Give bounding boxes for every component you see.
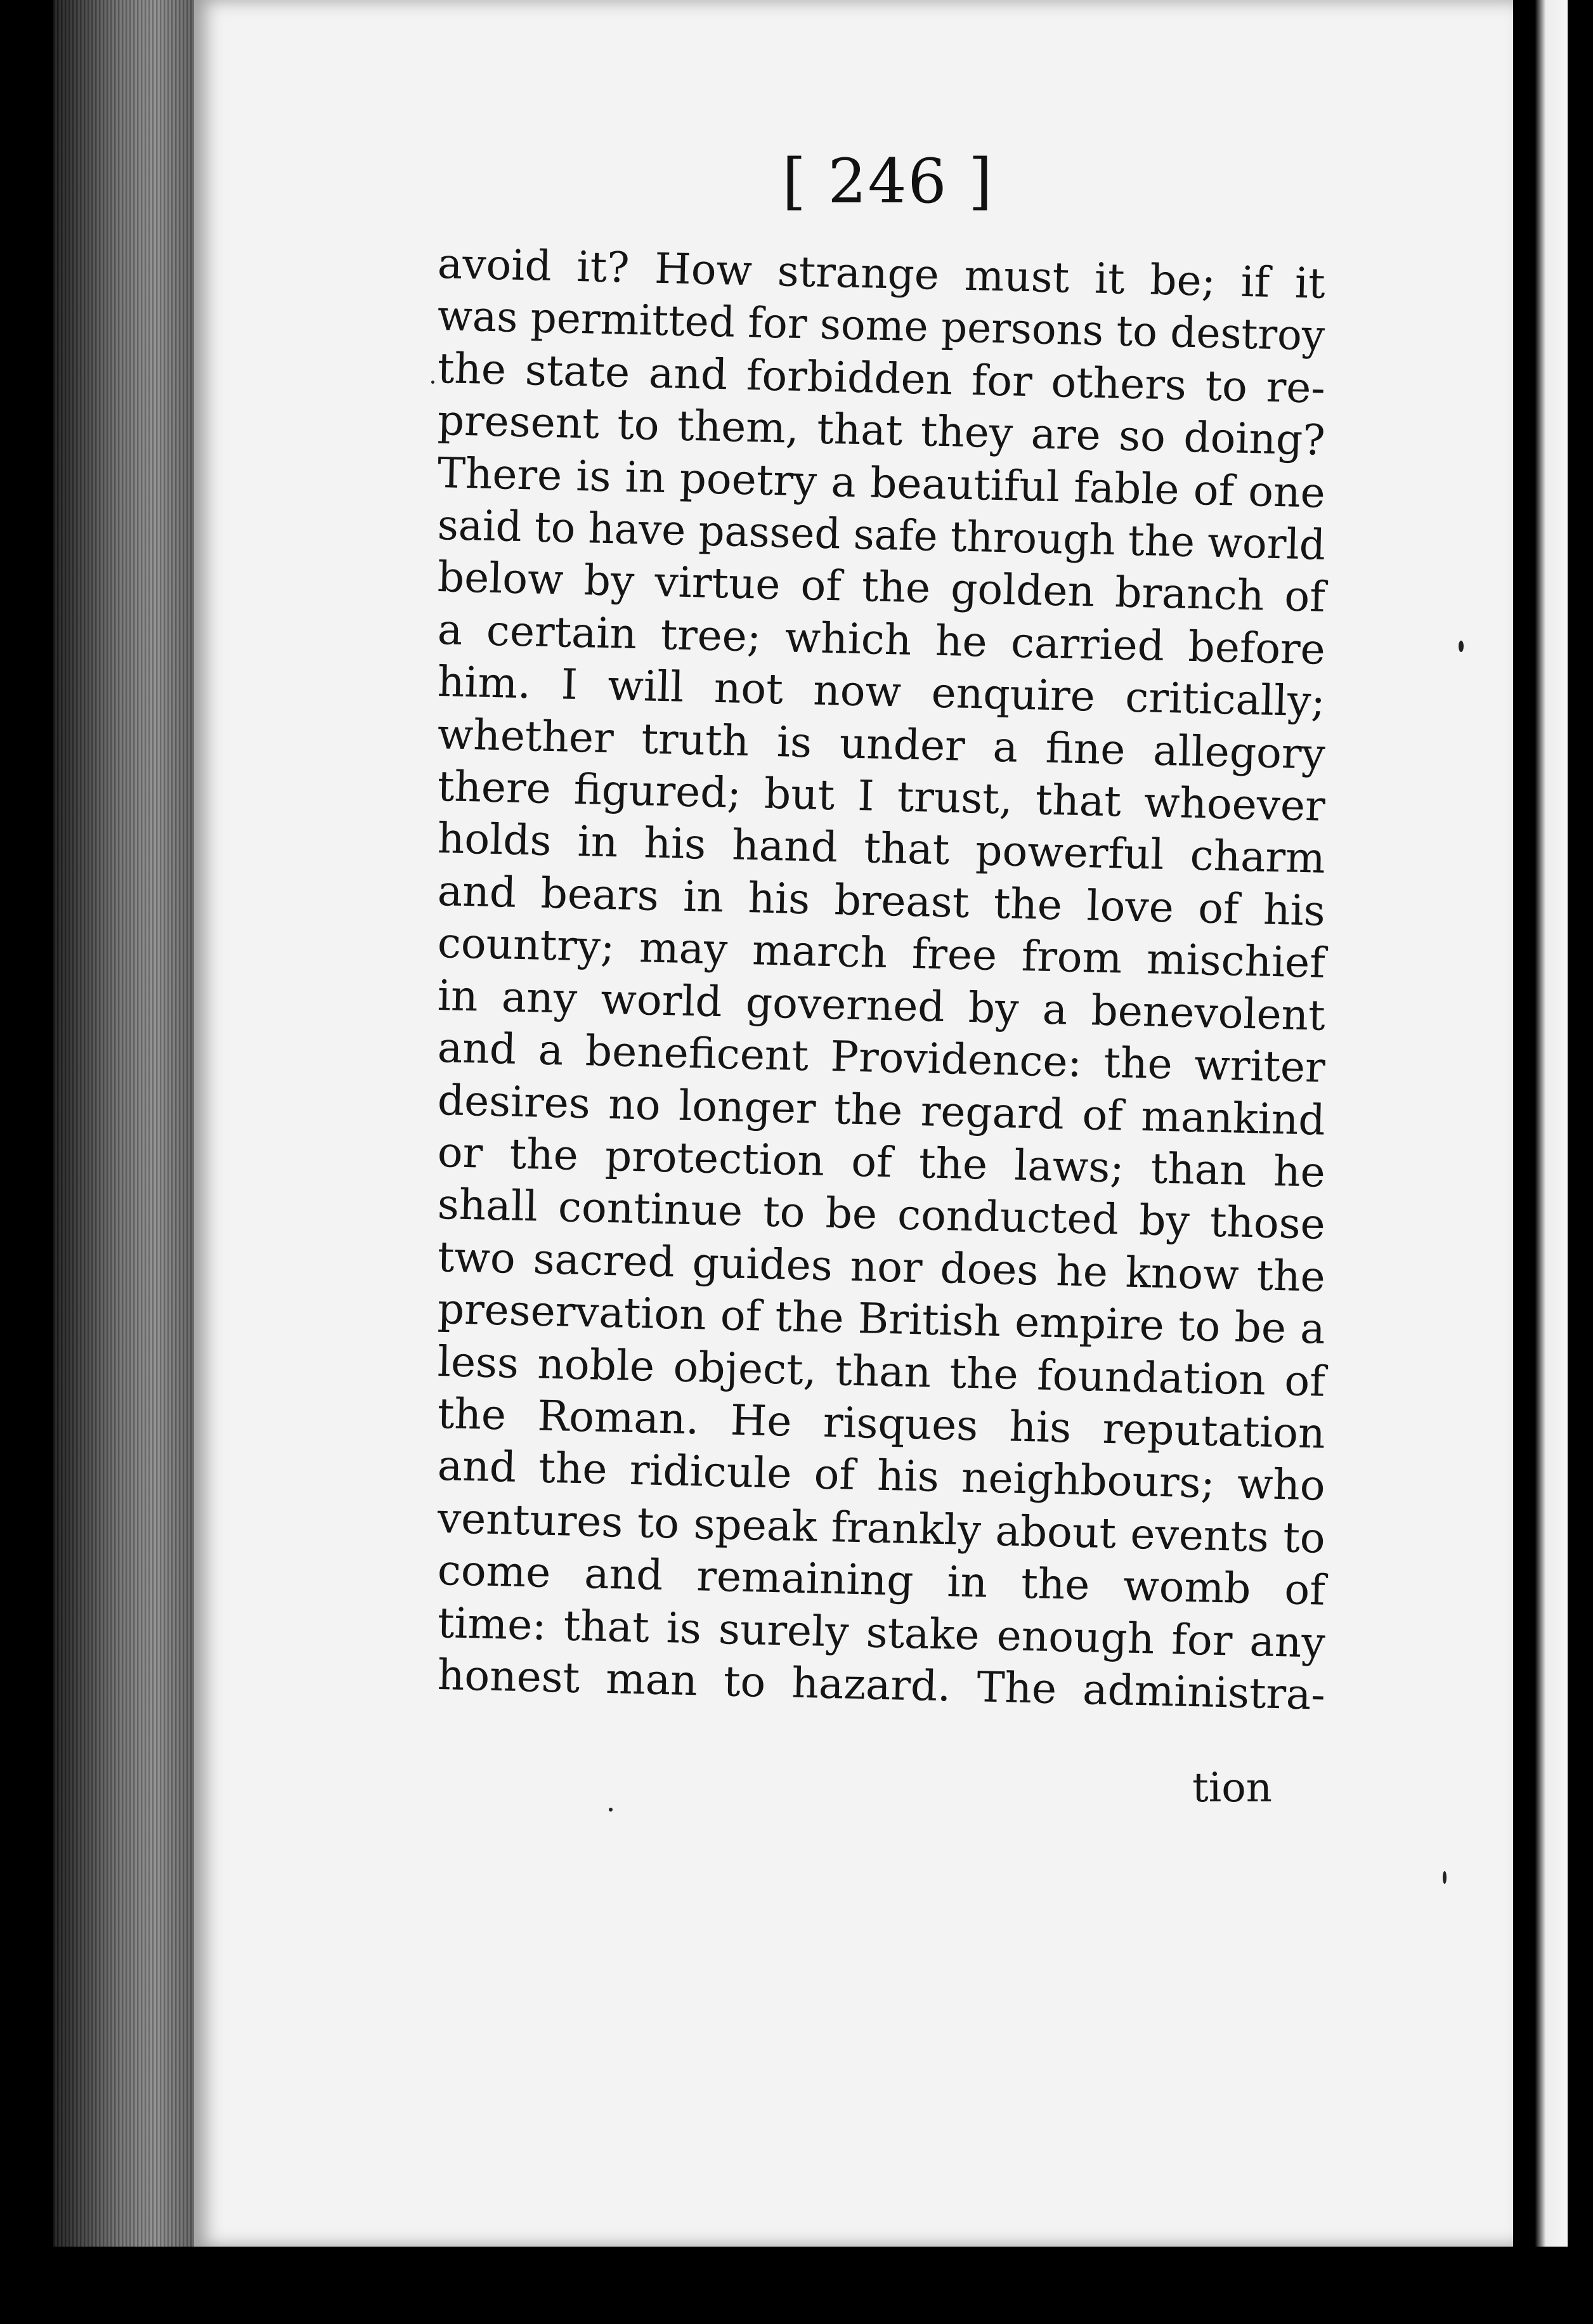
ink-speck <box>1443 1871 1447 1884</box>
text-line: shall continue to be conducted by those <box>437 1180 1326 1250</box>
text-line: come and remaining in the womb of <box>437 1546 1326 1615</box>
text-line: time: that is surely stake enough for any <box>437 1598 1326 1668</box>
text-line: ventures to speak frankly about events to <box>437 1493 1326 1563</box>
text-line: below by virtue of the golden branch of <box>437 552 1326 622</box>
text-line: avoid it? How strange must it be; if it <box>437 239 1326 308</box>
ink-speck <box>1459 641 1464 652</box>
text-line: honest man to hazard. The administra- <box>437 1650 1326 1720</box>
text-line: preservation of the British empire to be a <box>437 1284 1326 1354</box>
text-line: the Roman. He risques his reputation <box>437 1388 1326 1458</box>
catchword: tion <box>1192 1765 1272 1812</box>
page-number: [ 246 ] <box>782 146 994 217</box>
text-line: present to them, that they are so doing? <box>437 396 1326 465</box>
text-line: in any world governed by a benevolent <box>437 970 1326 1040</box>
facing-page-edge <box>1513 0 1568 2249</box>
book-spine-texture <box>53 0 199 2249</box>
text-line: holds in his hand that powerful charm <box>437 814 1326 884</box>
text-line: said to have passed safe through the world <box>437 500 1326 570</box>
text-line: There is in poetry a beautiful fable of one <box>437 448 1326 518</box>
text-line: and a beneficent Providence: the writer <box>437 1023 1326 1092</box>
text-line: and the ridicule of his neighbours; who <box>437 1441 1326 1511</box>
text-line: country; may march free from mischief <box>437 918 1326 988</box>
ink-speck <box>609 1808 613 1812</box>
body-text <box>437 238 1326 1720</box>
text-line: whether truth is under a fine allegory <box>437 709 1326 779</box>
text-line: less noble object, than the foundation of <box>437 1336 1326 1406</box>
text-line: and bears in his breast the love of his <box>437 866 1326 936</box>
text-line: or the protection of the laws; than he <box>437 1127 1326 1197</box>
text-line: him. I will not now enquire critically; <box>437 657 1326 727</box>
text-line: the state and forbidden for others to re- <box>437 343 1326 413</box>
text-line: a certain tree; which he carried before <box>437 604 1326 674</box>
ink-speck <box>431 381 434 384</box>
scan-bottom-border <box>0 2247 1593 2324</box>
text-line: two sacred guides nor does he know the <box>437 1232 1326 1302</box>
text-line: desires no longer the regard of mankind <box>437 1075 1326 1145</box>
text-line: there figured; but I trust, that whoever <box>437 762 1326 831</box>
text-line: was permitted for some persons to destroy <box>437 291 1325 361</box>
